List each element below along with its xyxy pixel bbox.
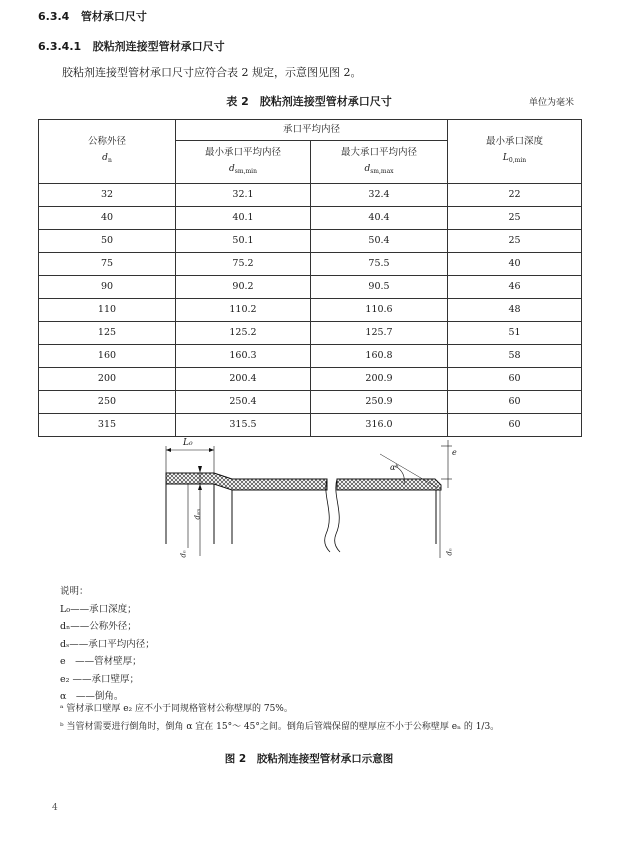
table-cell: 110.2 <box>176 299 311 322</box>
table-cell: 25 <box>448 230 582 253</box>
legend-item: dₛ——承口平均内径； <box>60 638 155 650</box>
table-cell: 250 <box>39 391 176 414</box>
table-cell: 32.1 <box>176 184 311 207</box>
header-min-mean-id: 最小承口平均内径 $d_{sm,min}$ <box>176 141 311 184</box>
label-L0: L₀ <box>183 438 193 448</box>
footnote-b: ᵇ 当管材需要进行倒角时，倒角 α 宜在 15°～ 45°之间。倒角后管端保留的壁厚应不小于公称壁厚 eₙ 的 1/3。 <box>60 721 500 732</box>
label-dsm: dₛₘ <box>193 508 202 520</box>
table-cell: 58 <box>448 345 582 368</box>
figure-caption: 图 2 胶粘剂连接型管材承口示意图 <box>224 753 394 765</box>
table-row <box>39 253 582 276</box>
table-cell: 60 <box>448 414 582 437</box>
label-alpha: αᵇ <box>390 463 399 472</box>
table-cell: 50 <box>39 230 176 253</box>
table-cell: 50.1 <box>176 230 311 253</box>
table-cell: 316.0 <box>311 414 448 437</box>
table-cell: 125 <box>39 322 176 345</box>
table-cell: 125.2 <box>176 322 311 345</box>
legend-item: L₀——承口深度； <box>60 603 137 615</box>
table-cell: 315 <box>39 414 176 437</box>
figure-footnotes <box>60 701 499 736</box>
table-cell: 160.3 <box>176 345 311 368</box>
legend-item: α ——倒角。 <box>60 691 124 702</box>
subsection-number: 6.3.4.1 <box>38 40 82 53</box>
table-cell: 90 <box>39 276 176 299</box>
legend-title: 说明： <box>60 586 89 597</box>
table-cell: 40 <box>39 207 176 230</box>
table-cell: 315.5 <box>176 414 311 437</box>
section-heading <box>38 8 147 24</box>
legend-item: e ——管材壁厚； <box>60 656 142 667</box>
legend-item: e₂ ——承口壁厚； <box>60 673 139 685</box>
table-cell: 32 <box>39 184 176 207</box>
table-row <box>39 391 582 414</box>
table-cell: 250.9 <box>311 391 448 414</box>
subsection-title: 胶粘剂连接型管材承口尺寸 <box>92 40 225 53</box>
table-cell: 75.2 <box>176 253 311 276</box>
table-cell: 51 <box>448 322 582 345</box>
table-row <box>39 276 582 299</box>
table-cell: 250.4 <box>176 391 311 414</box>
table-cell: 90.2 <box>176 276 311 299</box>
table-row <box>39 322 582 345</box>
table-cell: 160.8 <box>311 345 448 368</box>
socket-dimension-table <box>38 119 582 437</box>
header-nominal-od: 公称外径 $d_n$ <box>39 120 176 184</box>
header-socket-mean-id: 承口平均内径 <box>176 120 448 141</box>
table-cell: 200.9 <box>311 368 448 391</box>
footnote-a: ᵃ 管材承口壁厚 e₂ 应不小于同规格管材公称壁厚的 75%。 <box>60 704 293 714</box>
table-cell: 75.5 <box>311 253 448 276</box>
section-number: 6.3.4 <box>38 10 70 23</box>
table-cell: 110.6 <box>311 299 448 322</box>
table-cell: 40.1 <box>176 207 311 230</box>
table-caption: 表 2 胶粘剂连接型管材承口尺寸 <box>226 95 392 108</box>
header-min-depth: 最小承口深度 $L_{0,min}$ <box>448 120 582 184</box>
table-row <box>39 299 582 322</box>
subsection-heading <box>38 38 225 54</box>
legend-item: dₙ——公称外径； <box>60 621 137 632</box>
table-cell: 22 <box>448 184 582 207</box>
table-cell: 90.5 <box>311 276 448 299</box>
table-cell: 200 <box>39 368 176 391</box>
page-number: 4 <box>52 803 58 813</box>
table-cell: 32.4 <box>311 184 448 207</box>
table-row <box>39 184 582 207</box>
table-cell: 60 <box>448 368 582 391</box>
table-row <box>39 207 582 230</box>
socket-diagram <box>140 436 480 576</box>
pipe-wall-hatched <box>166 473 441 490</box>
table-row <box>39 368 582 391</box>
table-cell: 40.4 <box>311 207 448 230</box>
table-cell: 200.4 <box>176 368 311 391</box>
header-max-mean-id: 最大承口平均内径 $d_{sm,max}$ <box>311 141 448 184</box>
table-cell: 50.4 <box>311 230 448 253</box>
section-title: 管材承口尺寸 <box>80 10 147 23</box>
table-cell: 160 <box>39 345 176 368</box>
table-cell: 60 <box>448 391 582 414</box>
table-row <box>39 230 582 253</box>
table-row <box>39 414 582 437</box>
table-cell: 48 <box>448 299 582 322</box>
label-dn-right: dₙ <box>445 548 454 556</box>
figure-legend <box>60 583 155 706</box>
label-dn-left: dₙ <box>179 550 188 558</box>
label-e: e <box>452 448 457 457</box>
table-cell: 110 <box>39 299 176 322</box>
table-cell: 40 <box>448 253 582 276</box>
table-unit: 单位为毫米 <box>529 98 575 108</box>
table-cell: 75 <box>39 253 176 276</box>
table-cell: 46 <box>448 276 582 299</box>
intro-paragraph: 胶粘剂连接型管材承口尺寸应符合表 2 规定，示意图见图 2。 <box>62 66 362 79</box>
table-cell: 125.7 <box>311 322 448 345</box>
table-cell: 25 <box>448 207 582 230</box>
table-row <box>39 345 582 368</box>
